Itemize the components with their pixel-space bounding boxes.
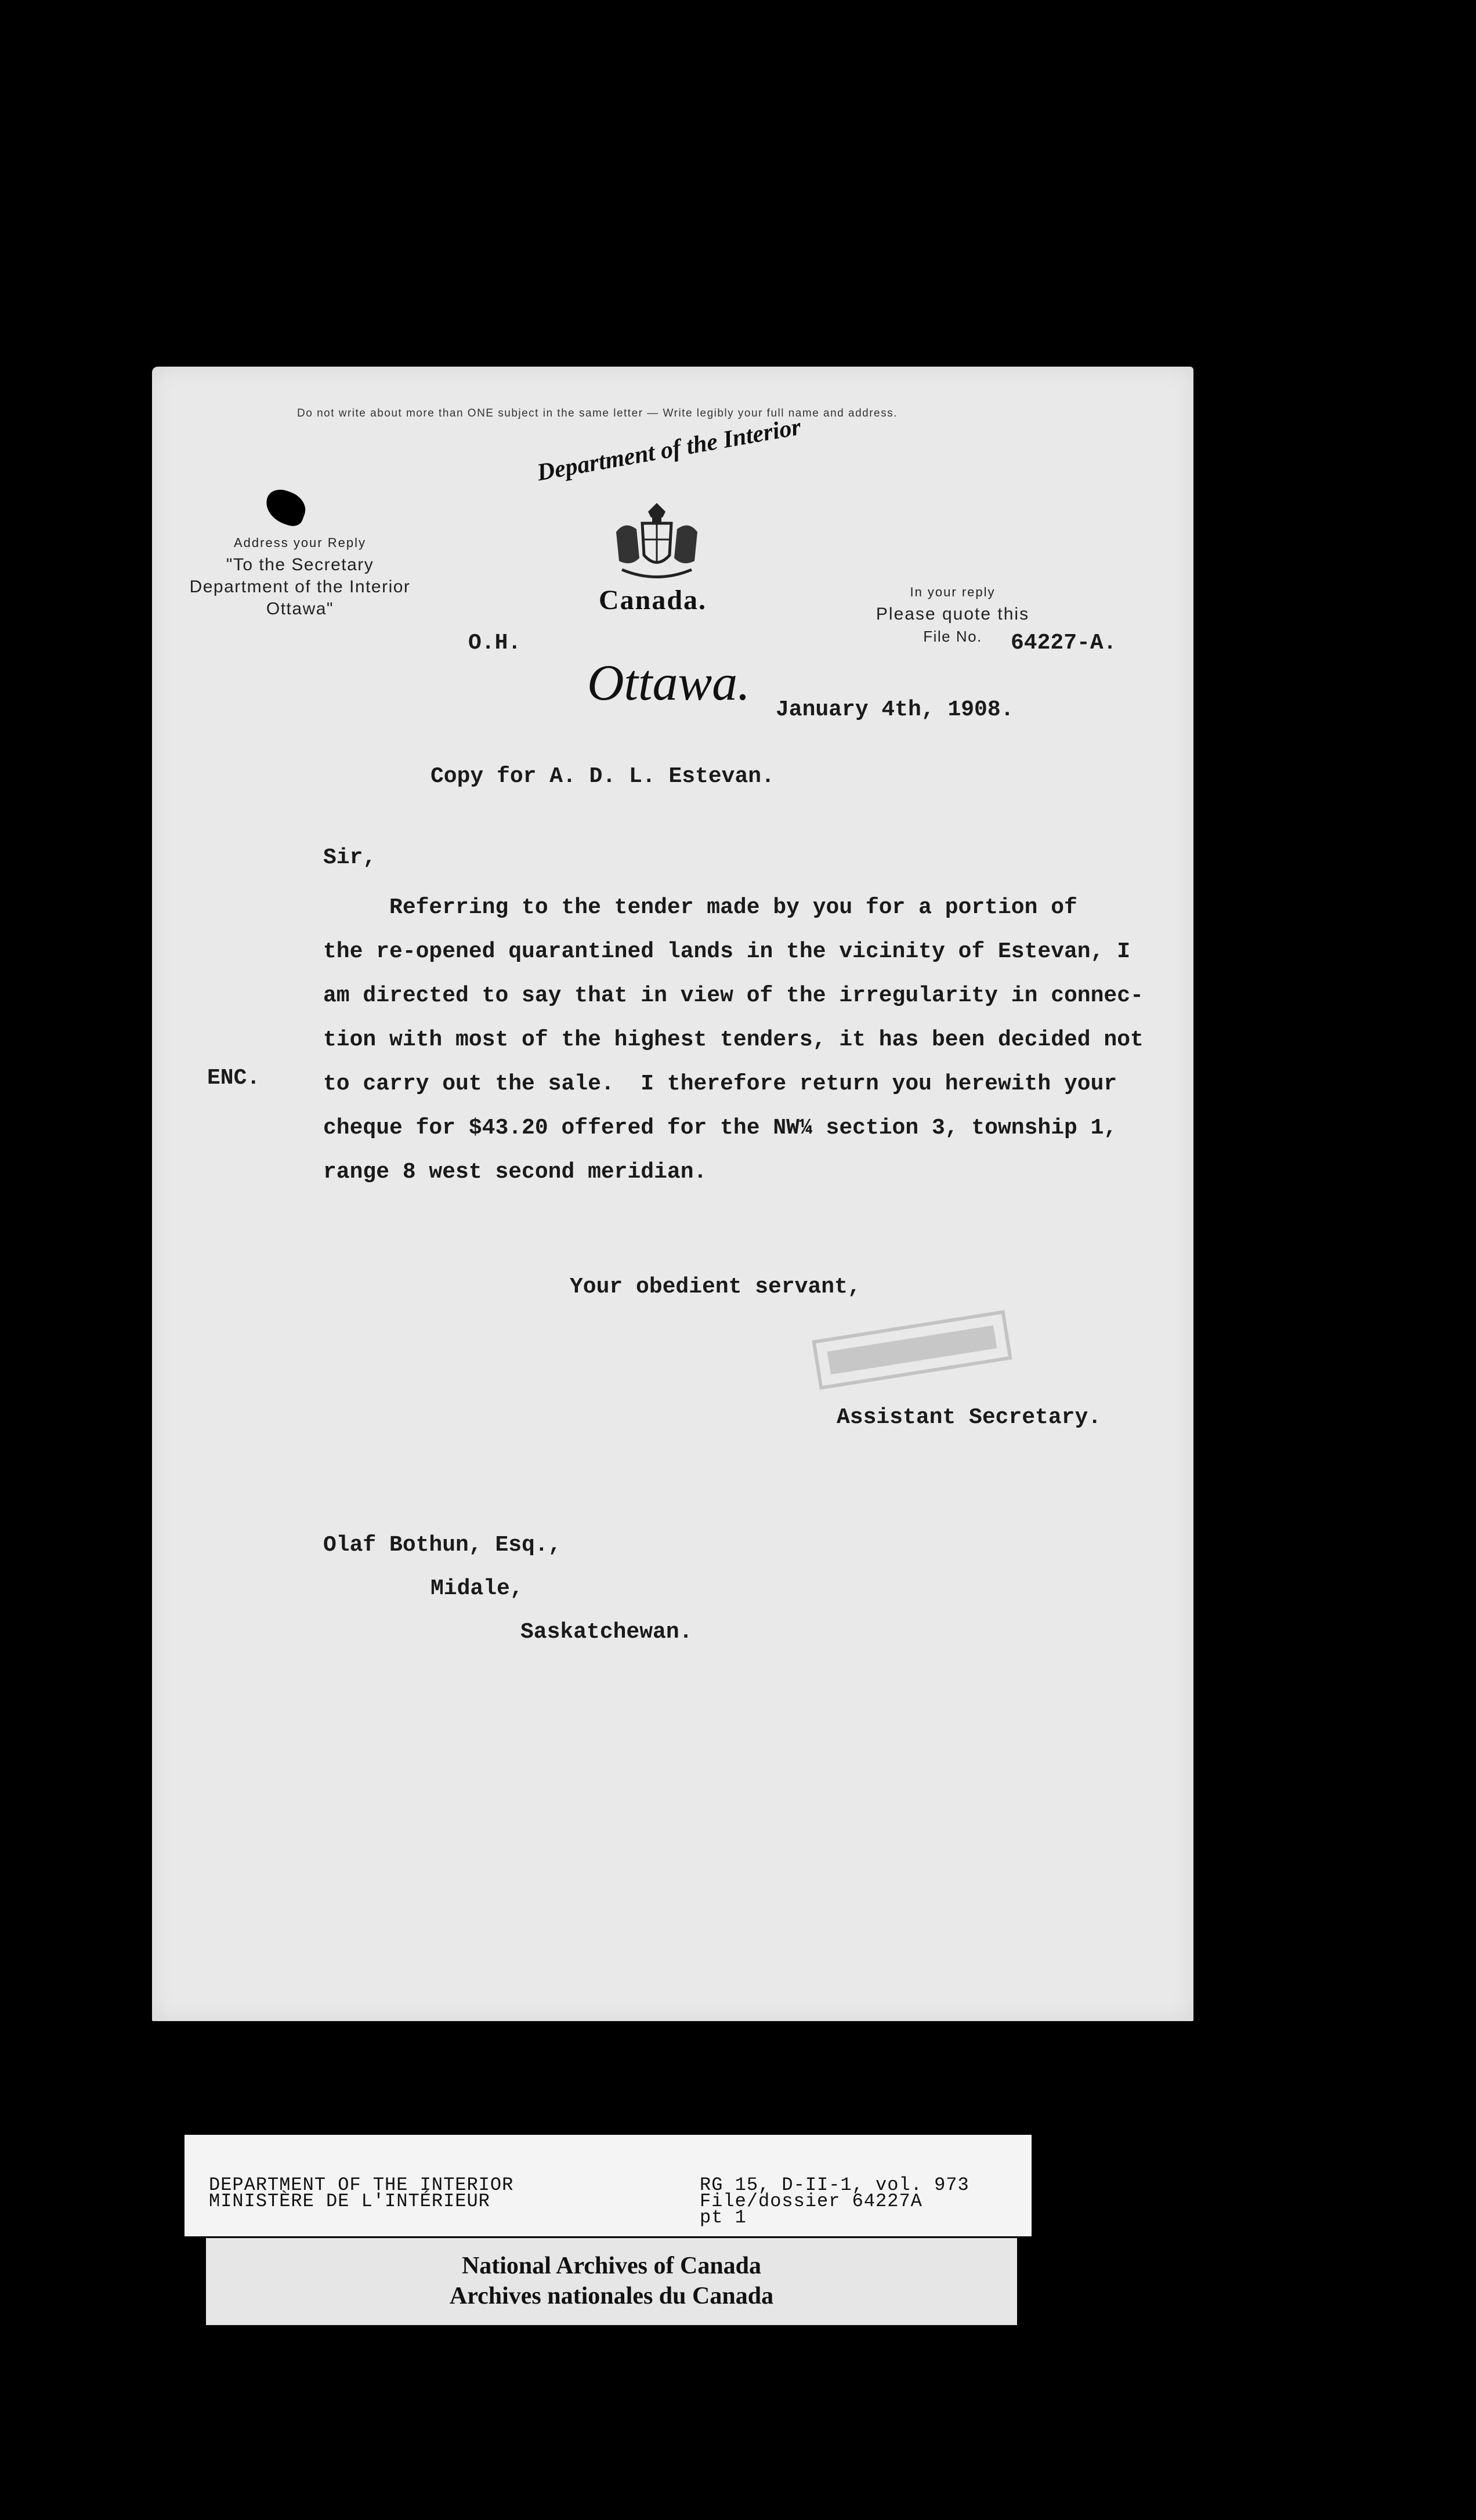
salutation: Sir, — [323, 845, 377, 870]
country-name: Canada. — [599, 585, 707, 615]
royal-crest-icon — [605, 500, 709, 587]
ink-blot — [261, 486, 310, 530]
letterhead-notice: Do not write about more than ONE subject in the same letter — Write legibly your full name and address. — [297, 407, 898, 419]
department-english: DEPARTMENT OF THE INTERIOR — [209, 2174, 514, 2196]
body-line: am directed to say that in view of the irregularity in connec- — [323, 983, 1144, 1008]
body-line: the re-opened quarantined lands in the vicinity of Estevan, I — [323, 939, 1131, 964]
reply-reference-line: File No. — [923, 628, 982, 645]
department-french: MINISTÈRE DE L'INTÉRIEUR — [209, 2190, 490, 2212]
address-reply-line: Department of the Interior — [189, 577, 411, 596]
letter-date: January 4th, 1908. — [776, 697, 1014, 722]
closing: Your obedient servant, — [570, 1275, 861, 1299]
part-reference: pt 1 — [700, 2207, 747, 2228]
address-reply-line: Address your Reply — [234, 535, 366, 550]
address-reply-block — [175, 532, 425, 620]
copy-line: Copy for A. D. L. Estevan. — [430, 764, 775, 789]
archive-reference-label — [184, 2135, 1032, 2236]
recipient-province: Saskatchewan. — [520, 1620, 693, 1645]
address-reply-line: Ottawa" — [266, 599, 334, 618]
initials: O.H. — [468, 631, 522, 656]
body-line: range 8 west second meridian. — [323, 1160, 707, 1185]
archives-english: National Archives of Canada — [461, 2253, 762, 2279]
archives-french: Archives nationales du Canada — [449, 2283, 774, 2309]
signature-title: Assistant Secretary. — [837, 1405, 1102, 1430]
recipient-name: Olaf Bothun, Esq., — [323, 1533, 562, 1558]
department-title: Department of the Interior — [535, 413, 804, 487]
file-number: 64227-A. — [1011, 631, 1117, 656]
recipient-town: Midale, — [430, 1576, 523, 1601]
faded-stamp-icon — [809, 1303, 1014, 1397]
reply-reference-line: Please quote this — [876, 604, 1030, 624]
enclosure-mark: ENC. — [207, 1066, 261, 1091]
archives-name-label — [206, 2238, 1017, 2325]
letter-body — [323, 886, 1144, 1194]
body-line: to carry out the sale. I therefore return you herewith your — [323, 1071, 1117, 1096]
reply-reference-line: In your reply — [910, 585, 996, 599]
file-dossier-reference: File/dossier 64227A — [700, 2190, 923, 2212]
body-line: tion with most of the highest tenders, it has been decided not — [323, 1027, 1144, 1052]
body-line: cheque for $43.20 offered for the NW¼ section 3, township 1, — [323, 1116, 1117, 1140]
city-script: Ottawa. — [587, 655, 751, 711]
body-line: Referring to the tender made by you for a portion of — [323, 895, 1077, 920]
letter-page — [152, 367, 1193, 2021]
record-group-reference: RG 15, D-II-1, vol. 973 — [700, 2174, 969, 2196]
address-reply-line: "To the Secretary — [226, 555, 374, 574]
